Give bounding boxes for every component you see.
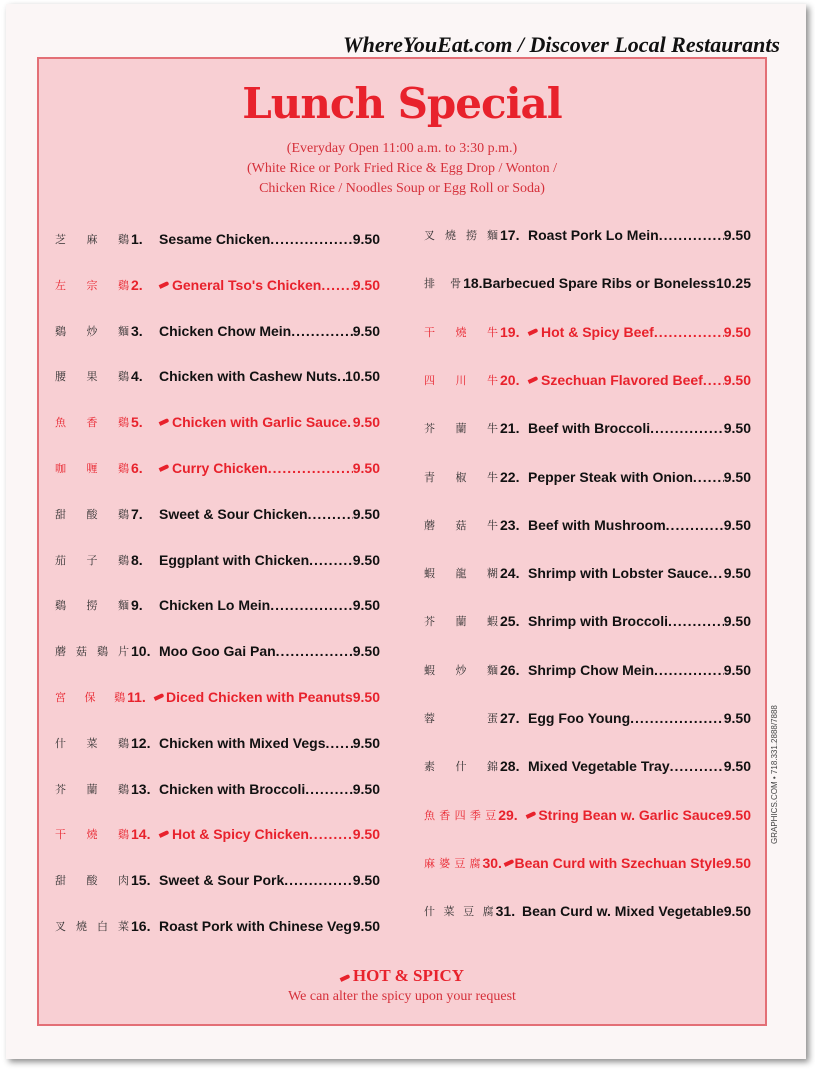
leader-dots [666, 517, 724, 533]
item-chinese-name: 甜 酸 鷄 [55, 507, 129, 521]
item-price: 9.50 [352, 780, 380, 797]
leader-dots [291, 323, 353, 339]
print-credit: GRAPHICS.COM • 718.331.2888/7888 [770, 705, 779, 844]
item-price: 9.50 [352, 551, 380, 568]
item-price: 9.50 [352, 505, 380, 522]
item-name: Chicken Lo Mein [159, 597, 271, 614]
leader-dots [276, 643, 353, 659]
item-price: 10.25 [715, 275, 751, 292]
menu-item [424, 562, 751, 584]
pepper-icon [159, 419, 169, 425]
pepper-icon [528, 377, 538, 383]
item-price: 9.50 [352, 734, 380, 751]
item-price: 9.50 [352, 460, 380, 476]
item-name: Beef with Broccoli [528, 420, 651, 437]
pepper-icon [159, 831, 169, 837]
item-number: 27. [500, 710, 520, 726]
leader-dots [309, 552, 353, 568]
item-number: 30. [482, 854, 502, 871]
item-name: Eggplant with Chicken [159, 551, 310, 568]
item-chinese-name: 叉 燒 撈 麵 [424, 229, 498, 242]
item-name: Chicken with Mixed Vegs [159, 734, 326, 751]
menu-item [55, 778, 380, 800]
menu-item [424, 659, 751, 681]
pepper-icon [159, 465, 169, 471]
menu-item [55, 594, 380, 616]
item-chinese-name: 魚 香 鷄 [55, 416, 129, 430]
item-name: Szechuan Flavored Beef [541, 371, 703, 388]
leader-dots [693, 469, 724, 485]
pepper-icon [528, 329, 538, 335]
menu-item [55, 503, 380, 525]
legend-title: HOT & SPICY [352, 966, 465, 985]
item-number: 18. [463, 275, 483, 292]
item-name: Sweet & Sour Pork [159, 872, 285, 889]
item-price: 9.50 [723, 903, 751, 920]
item-number: 14. [131, 826, 151, 843]
item-number: 5. [131, 414, 143, 431]
item-price: 9.50 [723, 806, 751, 823]
menu-item [424, 755, 751, 777]
item-chinese-name: 芥 蘭 牛 [424, 422, 498, 436]
leader-dots [654, 662, 724, 678]
pepper-icon [504, 860, 512, 866]
item-number: 17. [500, 227, 520, 243]
item-name: Barbecued Spare Ribs or Boneless [482, 275, 716, 292]
item-name: Pepper Steak with Onion [528, 468, 693, 485]
item-number: 4. [131, 368, 143, 385]
item-price: 9.50 [352, 322, 380, 339]
item-chinese-name: 蘑 菇 牛 [424, 518, 498, 532]
item-number: 24. [500, 565, 520, 582]
item-number: 22. [500, 468, 520, 485]
item-chinese-name: 麻 婆 豆 腐 [424, 856, 481, 870]
leader-dots [308, 506, 353, 522]
menu-item [424, 852, 751, 874]
item-chinese-name: 咖 喱 鷄 [55, 462, 129, 475]
leader-dots [337, 368, 345, 384]
item-number: 28. [500, 758, 520, 775]
item-chinese-name: 鷄 炒 麵 [55, 324, 129, 338]
menu-item [424, 900, 751, 922]
item-number: 3. [131, 322, 143, 339]
legend-note: We can alter the spicy upon your request [288, 989, 516, 1004]
menu-item [55, 274, 380, 296]
item-number: 23. [500, 516, 520, 533]
menu-item [424, 610, 751, 632]
item-name: Curry Chicken [172, 460, 268, 476]
item-chinese-name: 干 燒 鷄 [55, 828, 129, 842]
item-chinese-name: 蝦 龍 糊 [424, 567, 498, 581]
item-name: Egg Foo Young [528, 710, 631, 726]
item-name: Hot & Spicy Chicken [172, 826, 309, 843]
item-chinese-name: 芝 麻 鷄 [55, 233, 129, 246]
item-name: Sesame Chicken [159, 231, 271, 247]
item-chinese-name: 魚 香 四 季 豆 [424, 808, 497, 822]
menu-item [424, 272, 751, 294]
item-number: 25. [500, 613, 520, 630]
item-chinese-name: 什 菜 鷄 [55, 736, 129, 750]
item-number: 21. [500, 420, 520, 437]
item-price: 9.50 [352, 597, 380, 614]
item-number: 7. [131, 505, 143, 522]
menu-item [424, 321, 751, 343]
item-price: 9.50 [723, 613, 751, 630]
menu-item [55, 228, 380, 250]
item-name: Shrimp with Broccoli [528, 613, 669, 630]
item-price: 9.50 [723, 710, 751, 726]
menu-item [55, 823, 380, 845]
item-price: 9.50 [723, 565, 751, 582]
pepper-icon [526, 812, 536, 818]
leader-dots [270, 231, 352, 247]
item-name: Chicken with Cashew Nuts [159, 368, 338, 385]
includes-line-2: Chicken Rice / Noodles Soup or Egg Roll or Soda) [259, 181, 545, 196]
item-price: 9.50 [723, 227, 751, 243]
leader-dots [321, 277, 352, 293]
item-chinese-name: 甜 酸 肉 [55, 874, 129, 888]
item-price: 9.50 [723, 371, 751, 388]
includes-line-1: (White Rice or Pork Fried Rice & Egg Drop / Wonton / [246, 161, 558, 176]
item-chinese-name: 蓉 蛋 [424, 712, 498, 725]
hot-spicy-legend [39, 966, 765, 986]
leader-dots [309, 826, 353, 842]
menu-item [55, 915, 380, 937]
item-number: 13. [131, 780, 151, 797]
item-name: Mixed Vegetable Tray [528, 758, 670, 775]
item-price: 9.50 [723, 661, 751, 678]
item-name: Hot & Spicy Beef [541, 323, 654, 340]
item-number: 12. [131, 734, 151, 751]
item-number: 8. [131, 551, 143, 568]
item-chinese-name: 青 椒 牛 [424, 470, 498, 484]
item-price: 9.50 [723, 323, 751, 340]
item-price: 9.50 [723, 854, 751, 871]
leader-dots [668, 613, 724, 629]
item-name: Moo Goo Gai Pan [159, 643, 276, 660]
menu-item [55, 869, 380, 891]
item-number: 9. [131, 597, 143, 614]
item-name: Roast Pork Lo Mein [528, 227, 659, 243]
pepper-icon [154, 694, 163, 700]
item-number: 31. [495, 903, 516, 920]
item-chinese-name: 茄 子 鷄 [55, 553, 129, 567]
leader-dots [708, 565, 723, 581]
item-number: 10. [131, 643, 151, 660]
leader-dots [630, 710, 724, 726]
menu-item [424, 804, 751, 826]
item-price: 9.50 [352, 872, 380, 889]
item-price: 9.50 [723, 420, 751, 437]
item-chinese-name: 芥 蘭 鷄 [55, 782, 129, 796]
item-name: Roast Pork with Chinese Veg [159, 918, 352, 934]
menu-item [55, 549, 380, 571]
site-watermark: WhereYouEat.com / Discover Local Restaurants [343, 32, 780, 57]
item-chinese-name: 叉 燒 白 菜 [55, 920, 129, 933]
leader-dots [326, 735, 353, 751]
item-name: Diced Chicken with Peanuts [166, 689, 353, 705]
item-chinese-name: 宮 保 鷄 [55, 691, 126, 704]
leader-dots [659, 227, 724, 243]
item-price: 9.50 [723, 758, 751, 775]
item-chinese-name: 什 菜 豆 腐 [424, 905, 494, 919]
item-number: 2. [131, 276, 143, 293]
item-chinese-name: 蝦 炒 麵 [424, 663, 498, 677]
leader-dots [268, 460, 353, 476]
item-price: 9.50 [723, 516, 751, 533]
item-chinese-name: 左 宗 鷄 [55, 278, 129, 292]
menu-item [55, 686, 380, 708]
leader-dots [670, 758, 724, 774]
item-price: 9.50 [723, 468, 751, 485]
item-number: 29. [498, 806, 518, 823]
item-number: 20. [500, 371, 520, 388]
menu-item [424, 369, 751, 391]
item-name: Sweet & Sour Chicken [159, 505, 308, 522]
item-number: 26. [500, 661, 520, 678]
leader-dots [650, 420, 724, 436]
item-price: 10.50 [344, 368, 380, 385]
leader-dots [284, 872, 352, 888]
item-name: Chicken Chow Mein [159, 322, 292, 339]
leader-dots [305, 781, 353, 797]
item-price: 9.50 [352, 276, 380, 293]
menu-item [424, 514, 751, 536]
item-name: Bean Curd w. Mixed Vegetable [521, 903, 724, 920]
item-chinese-name: 鷄 撈 麵 [55, 599, 129, 613]
item-chinese-name: 腰 果 鷄 [55, 370, 129, 384]
item-price: 9.50 [352, 414, 380, 431]
leader-dots [654, 324, 724, 340]
menu-item [424, 224, 751, 246]
item-name: Bean Curd with Szechuan Style [514, 854, 724, 871]
leader-dots [270, 597, 353, 613]
item-number: 15. [131, 872, 151, 889]
item-name: Shrimp with Lobster Sauce [528, 565, 709, 582]
menu-item [424, 466, 751, 488]
menu-item [55, 411, 380, 433]
pepper-icon [159, 282, 169, 288]
item-name: Shrimp Chow Mein [528, 661, 654, 678]
item-number: 16. [131, 918, 151, 934]
menu-item [55, 457, 380, 479]
item-chinese-name: 排 骨 [424, 277, 462, 291]
item-name: String Bean w. Garlic Sauce [538, 806, 724, 823]
item-number: 11. [127, 689, 146, 705]
item-name: Chicken with Garlic Sauce [172, 414, 348, 431]
menu-item [55, 320, 380, 342]
menu-item [55, 732, 380, 754]
item-chinese-name: 蘑 菇 鷄 片 [55, 645, 129, 659]
item-price: 9.50 [352, 231, 380, 247]
hours-line: (Everyday Open 11:00 a.m. to 3:30 p.m.) [286, 141, 518, 156]
item-chinese-name: 芥 蘭 蝦 [424, 615, 498, 629]
page-title: Lunch Special [242, 79, 562, 128]
item-chinese-name: 四 川 牛 [424, 373, 498, 387]
menu-item [424, 707, 751, 729]
item-number: 6. [131, 460, 143, 476]
leader-dots [703, 372, 724, 388]
pepper-icon [340, 975, 350, 981]
item-number: 19. [500, 323, 520, 340]
item-name: Chicken with Broccoli [159, 780, 306, 797]
item-price: 9.50 [352, 826, 380, 843]
item-name: Beef with Mushroom [528, 516, 666, 533]
menu-item [55, 365, 380, 387]
menu-item [424, 417, 751, 439]
item-name: General Tso's Chicken [172, 276, 322, 293]
menu-item [55, 640, 380, 662]
item-chinese-name: 素 什 錦 [424, 760, 498, 774]
menu-box [37, 57, 767, 1026]
item-price: 9.50 [352, 689, 380, 705]
item-chinese-name: 干 燒 牛 [424, 325, 498, 339]
item-number: 1. [131, 231, 143, 247]
menu-page [6, 4, 806, 1059]
item-price: 9.50 [352, 643, 380, 660]
item-price: 9.50 [352, 918, 380, 934]
